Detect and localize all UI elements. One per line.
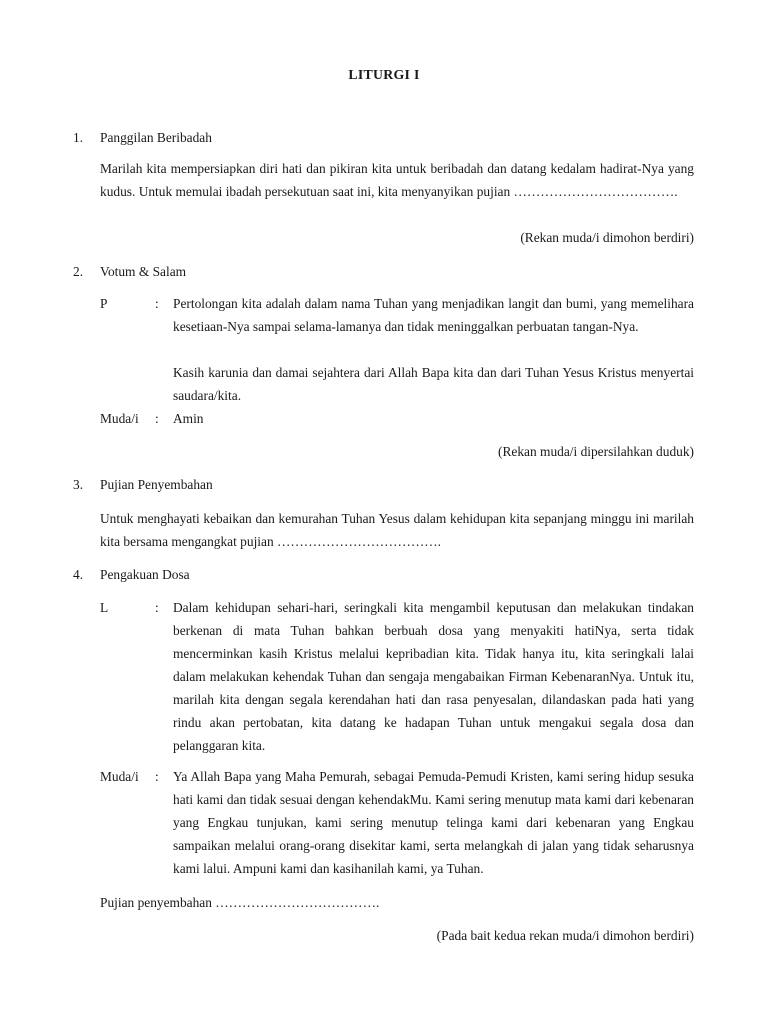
salam-text: Kasih karunia dan damai sejahtera dari Allah Bapa kita dan dari Tuhan Yesus Kristus menyertai saudara/kita.	[173, 365, 694, 403]
speaker-l-colon: :	[155, 600, 159, 615]
speaker-muda-confession-colon: :	[155, 769, 159, 784]
speaker-muda-colon: :	[155, 411, 159, 426]
speaker-p-colon: :	[155, 296, 159, 311]
section-3-paragraph: Untuk menghayati kebaikan dan kemurahan Tuhan Yesus dalam kehidupan kita sepanjang minggu ini marilah kita bersama mengangkat pujian ……………………………….	[100, 511, 694, 549]
document-title: LITURGI I	[348, 67, 420, 82]
speaker-l: L	[100, 600, 109, 615]
section-1-note: (Rekan muda/i dimohon berdiri)	[520, 230, 694, 245]
song-line: Pujian penyembahan ……………………………….	[100, 895, 380, 910]
speaker-muda: Muda/i	[100, 411, 139, 426]
section-4-note: (Pada bait kedua rekan muda/i dimohon berdiri)	[436, 928, 694, 943]
votum-text: Pertolongan kita adalah dalam nama Tuhan yang menjadikan langit dan bumi, yang memelihara kesetiaan-Nya sampai selama-lamanya dan tidak meninggalkan perbuatan tangan-Nya.	[173, 296, 694, 334]
section-3-heading: Pujian Penyembahan	[100, 477, 213, 492]
section-4-heading: Pengakuan Dosa	[100, 567, 190, 582]
confession-leader-text: Dalam kehidupan sehari-hari, seringkali kita mengambil keputusan dan melakukan tindakan berkenan di mata Tuhan bahkan berbuah dosa yang menyakiti hatiNya, serta tidak mencerminkan kasih Kristus melalui kepribadian kita. Tidak hanya itu, kita seringkali lalai dalam melakukan kehendak Tuhan dan sengaja mengabaikan Firman KebenaranNya. Untuk itu, marilah kita dengan segala kerendahan hati dan rasa penyesalan, dilandaskan pada hati yang rindu akan pertobatan, kita datang ke hadapan Tuhan untuk mengakui segala dosa dan pelanggaran kita.	[173, 600, 694, 753]
section-3-number: 3.	[73, 477, 84, 492]
section-4-number: 4.	[73, 567, 84, 582]
speaker-p: P	[100, 296, 108, 311]
amin-response: Amin	[173, 411, 204, 426]
section-2-note: (Rekan muda/i dipersilahkan duduk)	[498, 444, 694, 459]
speaker-muda-confession: Muda/i	[100, 769, 139, 784]
section-1-number: 1.	[73, 130, 84, 145]
section-1-paragraph: Marilah kita mempersiapkan diri hati dan pikiran kita untuk beribadah dan datang kedalam hadirat-Nya yang kudus. Untuk memulai ibadah persekutuan saat ini, kita menyanyikan pujian ……………………………….	[100, 161, 694, 199]
section-1-heading: Panggilan Beribadah	[100, 130, 212, 145]
confession-response-text: Ya Allah Bapa yang Maha Pemurah, sebagai Pemuda-Pemudi Kristen, kami sering hidup sesuka hati kami dan tidak sesuai dengan kehendakMu. Kami sering menutup mata kami dari kebenaran yang Engkau tunjukan, kami sering menutup telinga kami dari kebenaran yang Engkau sampaikan melalui orang-orang disekitar kami, serta melangkah di jalan yang tidak seharusnya kami lalui. Ampuni kami dan kasihanilah kami, ya Tuhan.	[173, 769, 694, 876]
section-2-heading: Votum & Salam	[100, 264, 187, 279]
section-2-number: 2.	[73, 264, 84, 279]
